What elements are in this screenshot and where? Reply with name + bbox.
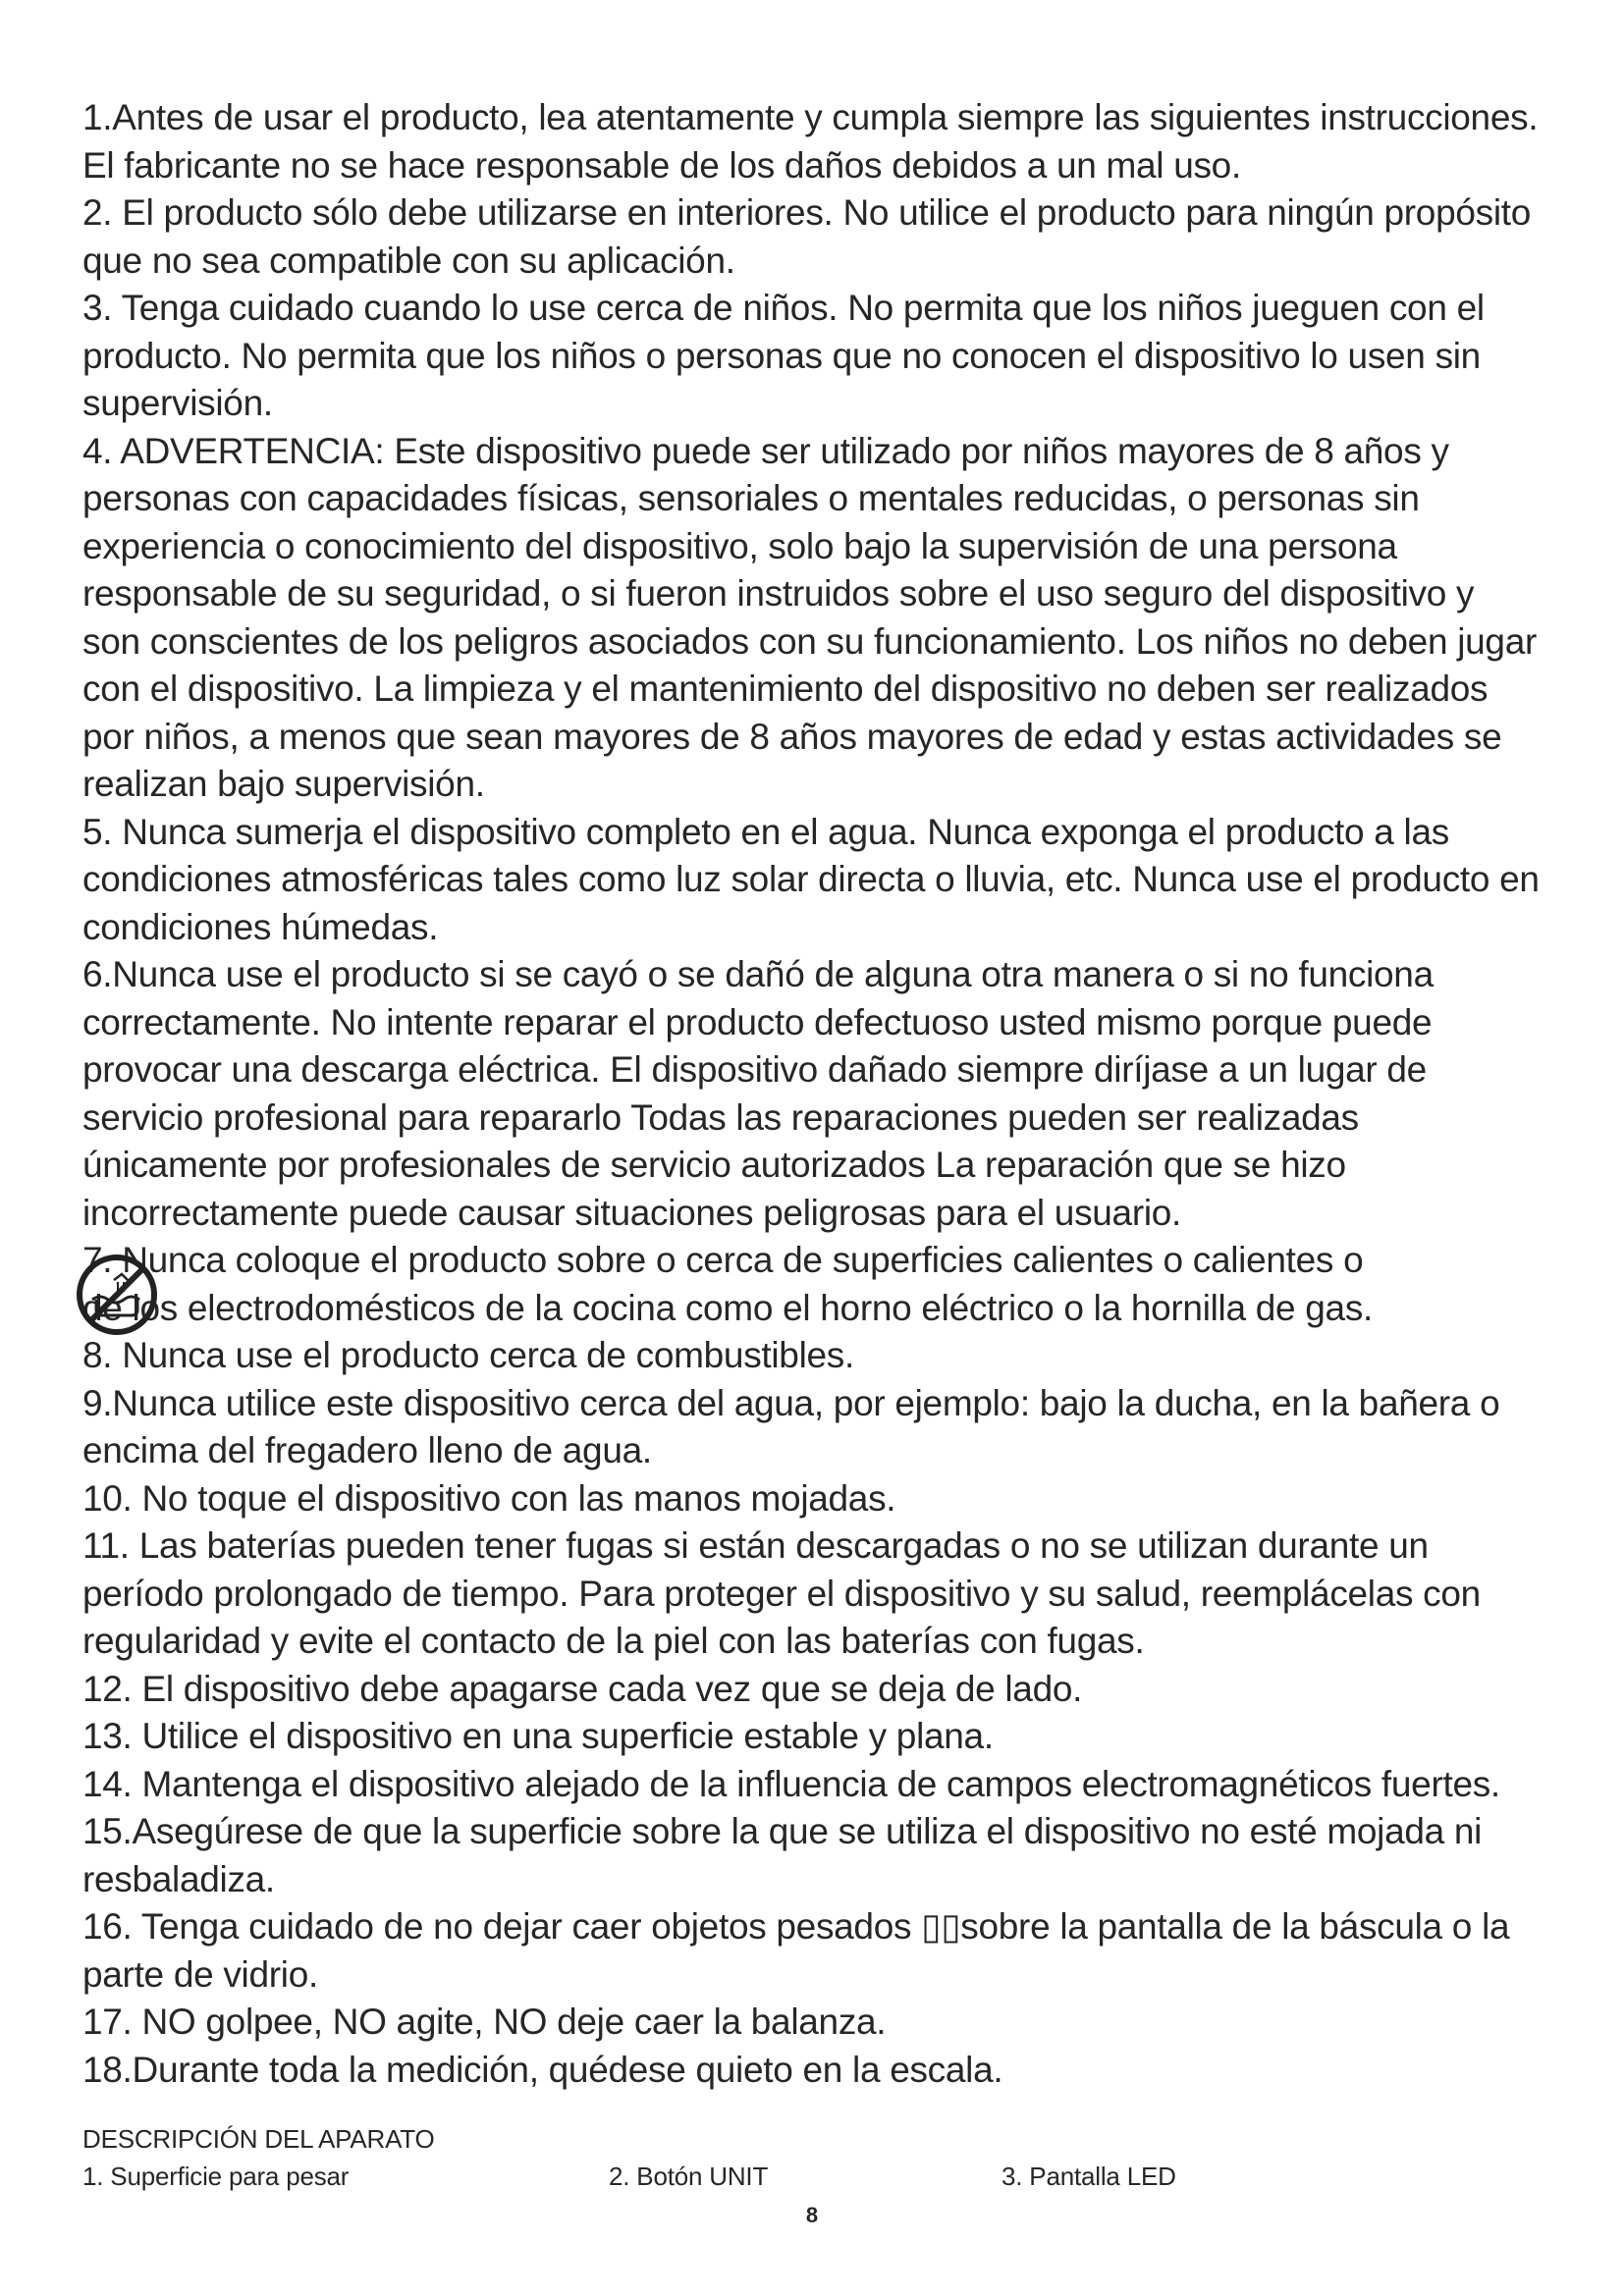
- instruction-14: 14. Mantenga el dispositivo alejado de la influencia de campos electromagnéticos fuertes.: [82, 1763, 1500, 1804]
- page-number: 8: [805, 2203, 819, 2227]
- instruction-15: 15.Asegúrese de que la superficie sobre la que se utiliza el dispositivo no esté mojada ni resbaladiza.: [82, 1811, 1483, 1899]
- no-bath-water-icon: [75, 1253, 159, 1337]
- instruction-2: 2. El producto sólo debe utilizarse en interiores. No utilice el producto para ningún propósito que no sea compatible con su aplicación.: [82, 192, 1532, 281]
- instruction-6: 6.Nunca use el producto si se cayó o se dañó de alguna otra manera o si no funciona correctamente. No intente reparar el producto defectuoso usted mismo porque puede provocar una descarga eléctrica. El dispositivo dañado siempre diríjase a un lugar de servicio profesional para repararlo Todas las reparaciones pueden ser realizadas únicamente por profesionales de servicio autorizados La reparación que se hizo incorrectamente puede causar situaciones peligrosas para el usuario.: [82, 954, 1434, 1233]
- description-items: [82, 2156, 1555, 2199]
- instruction-17: 17. NO golpee, NO agite, NO deje caer la balanza.: [82, 2002, 887, 2042]
- instruction-18: 18.Durante toda la medición, quédese quieto en la escala.: [82, 2049, 1003, 2090]
- device-description: [82, 2122, 1555, 2199]
- description-item-3: 3. Pantalla LED: [1001, 2162, 1176, 2191]
- instruction-5: 5. Nunca sumerja el dispositivo completo en el agua. Nunca exponga el producto a las condiciones atmosféricas tales como luz solar directa o lluvia, etc. Nunca use el producto en condiciones húmedas.: [82, 811, 1540, 947]
- instruction-13: 13. Utilice el dispositivo en una superficie estable y plana.: [82, 1716, 994, 1756]
- instruction-9: 9.Nunca utilice este dispositivo cerca del agua, por ejemplo: bajo la ducha, en la bañera o encima del fregadero lleno de agua.: [82, 1382, 1500, 1470]
- instruction-1: 1.Antes de usar el producto, lea atentamente y cumpla siempre las siguientes instrucciones. El fabricante no se hace responsable de los daños debidos a un mal uso.: [82, 97, 1539, 186]
- description-item-1: 1. Superficie para pesar: [82, 2162, 350, 2191]
- description-item-2: 2. Botón UNIT: [609, 2162, 769, 2191]
- instruction-4: 4. ADVERTENCIA: Este dispositivo puede ser utilizado por niños mayores de 8 años y personas con capacidades físicas, sensoriales o mentales reducidas, o personas sin experiencia o conocimiento del dispositivo, solo bajo la supervisión de una persona responsable de su seguridad, o si fueron instruidos sobre el uso seguro del dispositivo y son conscientes de los peligros asociados con su funcionamiento. Los niños no deben jugar con el dispositivo. La limpieza y el mantenimiento del dispositivo no deben ser realizados por niños, a menos que sean mayores de 8 años mayores de edad y estas actividades se realizan bajo supervisión.: [82, 430, 1537, 804]
- instructions-list: [82, 94, 1555, 2094]
- instruction-11: 11. Las baterías pueden tener fugas si están descargadas o no se utilizan durante un período prolongado de tiempo. Para proteger el dispositivo y su salud, reemplácelas con regularidad y evite el contacto de la piel con las baterías con fugas.: [82, 1525, 1481, 1661]
- instruction-7: 7. Nunca coloque el producto sobre o cerca de superficies calientes o calientes o los electrodomésticos de la cocina como el horno eléctrico o la hornilla de gas.: [82, 1240, 1374, 1328]
- instruction-12: 12. El dispositivo debe apagarse cada vez que se deja de lado.: [82, 1668, 1083, 1709]
- instruction-3: 3. Tenga cuidado cuando lo use cerca de niños. No permita que los niños jueguen con el producto. No permita que los niños o personas que no conocen el dispositivo lo usen sin supervisión.: [82, 288, 1485, 423]
- instruction-16: 16. Tenga cuidado de no dejar caer objetos pesados ▯▯sobre la pantalla de la báscula o la parte de vidrio.: [82, 1906, 1510, 1995]
- instruction-8: 8. Nunca use el producto cerca de combustibles.: [82, 1335, 854, 1375]
- description-title: DESCRIPCIÓN DEL APARATO: [82, 2124, 435, 2154]
- instruction-10: 10. No toque el dispositivo con las manos mojadas.: [82, 1477, 896, 1519]
